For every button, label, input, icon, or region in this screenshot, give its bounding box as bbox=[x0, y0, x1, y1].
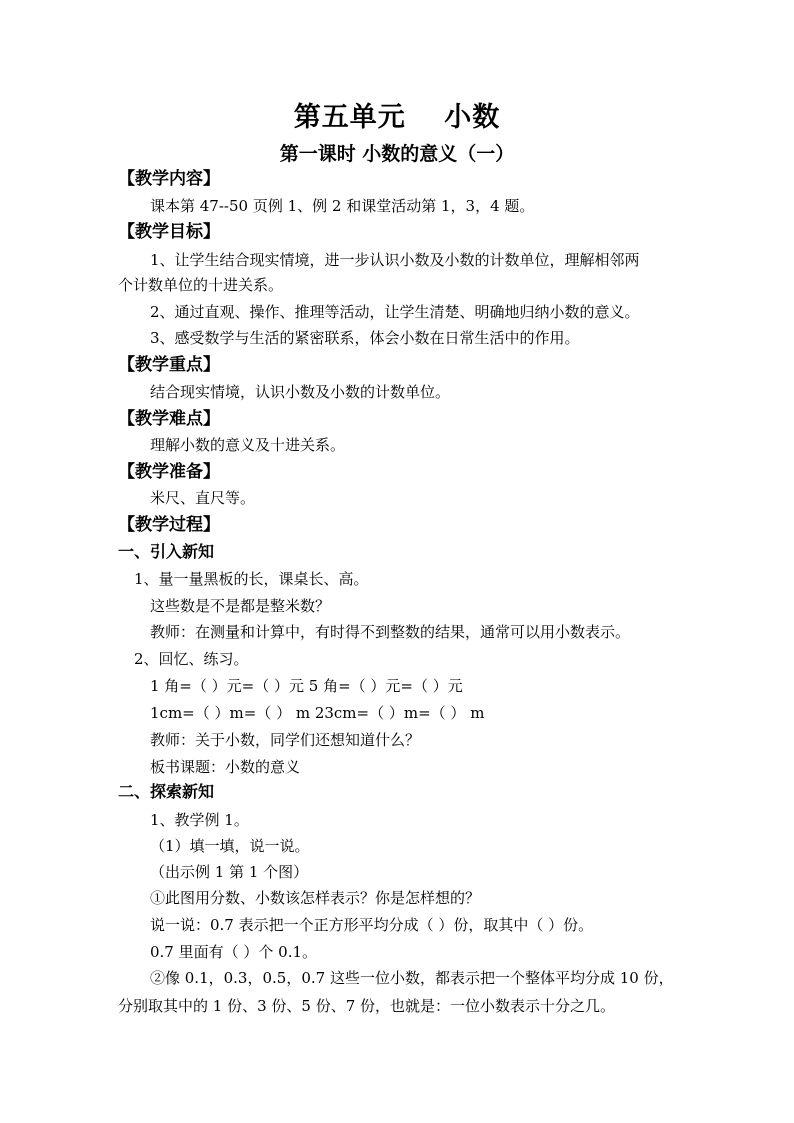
goal-1-line-2: 个计数单位的十进关系。 bbox=[118, 276, 284, 294]
process-line: （1）填一填，说一说。 bbox=[150, 837, 310, 855]
process-line: 板书课题：小数的意义 bbox=[150, 758, 301, 776]
heading-teaching-content: 【教学内容】 bbox=[118, 169, 220, 189]
section-heading-explore: 二、探索新知 bbox=[118, 782, 215, 801]
goal-1-line-1: 1、让学生结合现实情境，进一步认识小数及小数的计数单位，理解相邻两 bbox=[150, 251, 640, 269]
process-line: 0.7 里面有（ ）个 0.1。 bbox=[150, 943, 318, 961]
heading-preparation: 【教学准备】 bbox=[118, 462, 220, 482]
goal-2: 2、通过直观、操作、推理等活动，让学生清楚、明确地归纳小数的意义。 bbox=[150, 303, 640, 321]
section-heading-intro: 一、引入新知 bbox=[118, 542, 215, 561]
process-line: 教师：关于小数，同学们还想知道什么？ bbox=[150, 731, 421, 749]
goal-3: 3、感受数学与生活的紧密联系，体会小数在日常生活中的作用。 bbox=[150, 329, 580, 347]
content-text: 课本第 47--50 页例 1、例 2 和课堂活动第 1，3，4 题。 bbox=[150, 197, 535, 215]
page-title: 第五单元 小数 bbox=[293, 102, 501, 133]
process-line: ①此图用分数、小数该怎样表示？你是怎样想的？ bbox=[150, 889, 481, 907]
heading-key-points: 【教学重点】 bbox=[118, 355, 220, 375]
process-line: ②像 0.1，0.3，0.5，0.7 这些一位小数，都表示把一个整体平均分成 10 份， bbox=[150, 969, 674, 987]
preparation-text: 米尺、直尺等。 bbox=[150, 489, 256, 507]
process-line: 这些数是不是都是整米数？ bbox=[150, 597, 331, 615]
heading-teaching-goals: 【教学目标】 bbox=[118, 222, 220, 242]
heading-difficulties: 【教学难点】 bbox=[118, 409, 220, 429]
difficulties-text: 理解小数的意义及十进关系。 bbox=[150, 436, 346, 454]
process-line: 1、教学例 1。 bbox=[150, 811, 249, 829]
process-line: 说一说：0.7 表示把一个正方形平均分成（ ）份，取其中（ ）份。 bbox=[150, 916, 594, 934]
process-line: （出示例 1 第 1 个图） bbox=[150, 863, 309, 881]
process-line: 2、回忆、练习。 bbox=[134, 650, 249, 668]
lesson-subtitle: 第一课时 小数的意义（一） bbox=[279, 143, 515, 165]
heading-process: 【教学过程】 bbox=[118, 515, 220, 535]
exercise-line-meter: 1cm=（ ）m=（ ） m 23cm=（ ）m=（ ） m bbox=[150, 704, 485, 722]
exercise-line-yuan: 1 角=（ ）元=（ ）元 5 角=（ ）元=（ ）元 bbox=[150, 677, 463, 695]
process-line: 教师：在测量和计算中，有时得不到整数的结果，通常可以用小数表示。 bbox=[150, 623, 631, 641]
key-points-text: 结合现实情境，认识小数及小数的计数单位。 bbox=[150, 383, 451, 401]
process-line: 分别取其中的 1 份、3 份、5 份、7 份，也就是：一位小数表示十分之几。 bbox=[118, 997, 616, 1015]
process-line: 1、量一量黑板的长，课桌长、高。 bbox=[134, 570, 369, 588]
